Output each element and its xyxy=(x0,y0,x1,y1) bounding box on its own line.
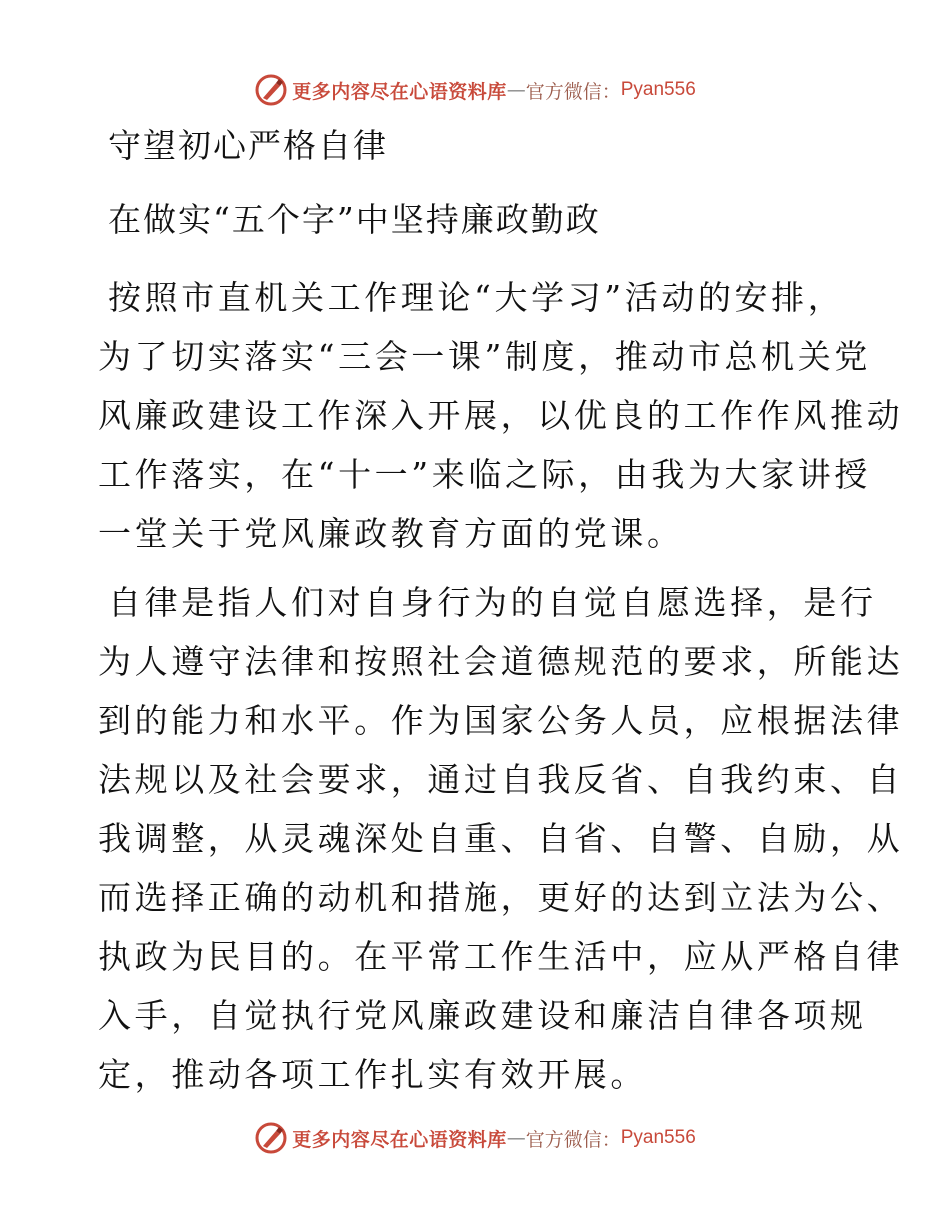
paragraph-line: 我调整，从灵魂深处自重、自省、自警、自励，从 xyxy=(98,819,904,858)
banner-separator: — xyxy=(506,79,526,101)
banner-wechat-id: Pyan556 xyxy=(620,1127,696,1148)
paragraph-line: 按照市直机关工作理论“大学习”活动的安排， xyxy=(108,278,845,317)
banner-text: 更多内容尽在心语资料库 xyxy=(292,80,507,103)
paragraph-line: 定，推动各项工作扎实有效开展。 xyxy=(98,1055,647,1094)
banner-separator: — xyxy=(506,1127,526,1149)
paragraph-line: 法规以及社会要求，通过自我反省、自我约束、自 xyxy=(98,760,904,799)
paragraph-1 xyxy=(98,268,904,563)
banner-wechat-label: 官方微信： xyxy=(525,80,621,103)
paragraph-line: 入手，自觉执行党风廉政建设和廉洁自律各项规 xyxy=(98,996,867,1035)
document-title: 守望初心严格自律 xyxy=(108,126,388,165)
paragraph-line: 风廉政建设工作深入开展，以优良的工作作风推动 xyxy=(98,396,904,435)
paragraph-line: 到的能力和水平。作为国家公务人员，应根据法律 xyxy=(98,701,904,740)
document-body xyxy=(98,120,904,1114)
pen-seal-logo-icon xyxy=(254,73,288,107)
document-subtitle: 在做实“五个字”中坚持廉政勤政 xyxy=(108,200,601,239)
paragraph-line: 执政为民目的。在平常工作生活中，应从严格自律 xyxy=(98,937,904,976)
banner-text: 更多内容尽在心语资料库 xyxy=(292,1128,507,1151)
footer-banner xyxy=(0,1118,950,1158)
paragraph-line: 而选择正确的动机和措施，更好的达到立法为公、 xyxy=(98,878,904,917)
paragraph-line: 工作落实，在“十一”来临之际，由我为大家讲授 xyxy=(98,455,871,494)
banner-wechat-label: 官方微信： xyxy=(525,1128,621,1151)
paragraph-2 xyxy=(98,573,904,1104)
paragraph-line: 为人遵守法律和按照社会道德规范的要求，所能达 xyxy=(98,642,904,681)
paragraph-line: 为了切实落实“三会一课”制度，推动市总机关党 xyxy=(98,337,871,376)
header-banner xyxy=(0,70,950,110)
paragraph-line: 自律是指人们对自身行为的自觉自愿选择，是行 xyxy=(108,583,877,622)
banner-wechat-id: Pyan556 xyxy=(620,79,696,100)
paragraph-line: 一堂关于党风廉政教育方面的党课。 xyxy=(98,514,684,553)
pen-seal-logo-icon xyxy=(254,1121,288,1155)
